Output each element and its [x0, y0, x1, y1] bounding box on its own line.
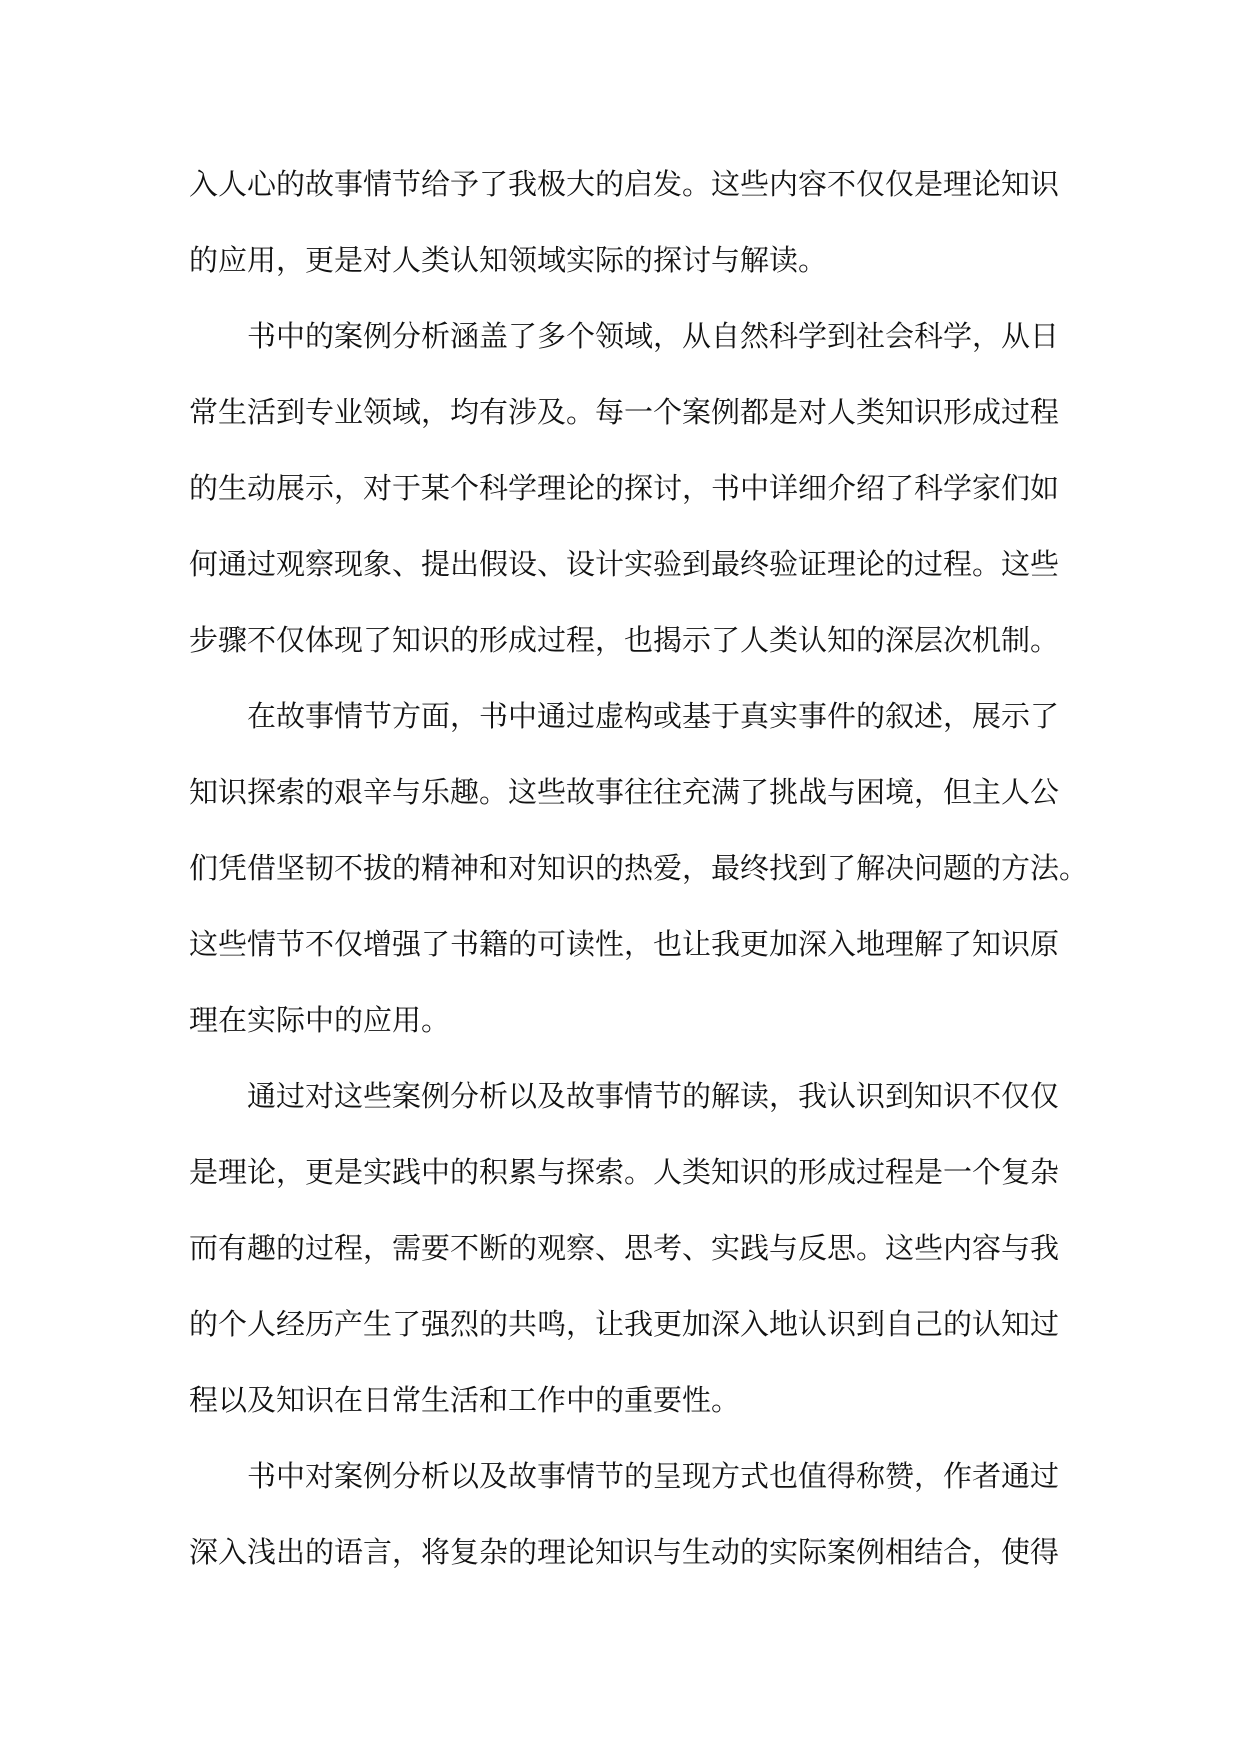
text-line-17: 程以及知识在日常生活和工作中的重要性。	[189, 1383, 741, 1417]
text-line-14: 是理论，更是实践中的积累与探索。人类知识的形成过程是一个复杂	[189, 1155, 1060, 1189]
text-line-10: 们凭借坚韧不拔的精神和对知识的热爱，最终找到了解决问题的方法。	[189, 851, 1089, 885]
text-line-18: 书中对案例分析以及故事情节的呈现方式也值得称赞，作者通过	[247, 1459, 1060, 1493]
text-line-9: 知识探索的艰辛与乐趣。这些故事往往充满了挑战与困境，但主人公	[189, 775, 1060, 809]
text-line-12: 理在实际中的应用。	[189, 1003, 451, 1037]
text-line-1: 入人心的故事情节给予了我极大的启发。这些内容不仅仅是理论知识	[189, 167, 1060, 201]
text-line-8: 在故事情节方面，书中通过虚构或基于真实事件的叙述，展示了	[247, 699, 1060, 733]
text-line-7: 步骤不仅体现了知识的形成过程，也揭示了人类认知的深层次机制。	[189, 623, 1060, 657]
text-line-4: 常生活到专业领域，均有涉及。每一个案例都是对人类知识形成过程	[189, 395, 1060, 429]
text-line-16: 的个人经历产生了强烈的共鸣，让我更加深入地认识到自己的认知过	[189, 1307, 1060, 1341]
text-line-15: 而有趣的过程，需要不断的观察、思考、实践与反思。这些内容与我	[189, 1231, 1060, 1265]
text-line-6: 何通过观察现象、提出假设、设计实验到最终验证理论的过程。这些	[189, 547, 1060, 581]
text-line-2: 的应用，更是对人类认知领域实际的探讨与解读。	[189, 243, 828, 277]
text-line-3: 书中的案例分析涵盖了多个领域，从自然科学到社会科学，从日	[247, 319, 1060, 353]
text-line-5: 的生动展示，对于某个科学理论的探讨，书中详细介绍了科学家们如	[189, 471, 1060, 505]
text-line-11: 这些情节不仅增强了书籍的可读性，也让我更加深入地理解了知识原	[189, 927, 1060, 961]
text-line-19: 深入浅出的语言，将复杂的理论知识与生动的实际案例相结合，使得	[189, 1535, 1060, 1569]
text-line-13: 通过对这些案例分析以及故事情节的解读，我认识到知识不仅仅	[247, 1079, 1060, 1113]
body-text	[189, 146, 1089, 1590]
